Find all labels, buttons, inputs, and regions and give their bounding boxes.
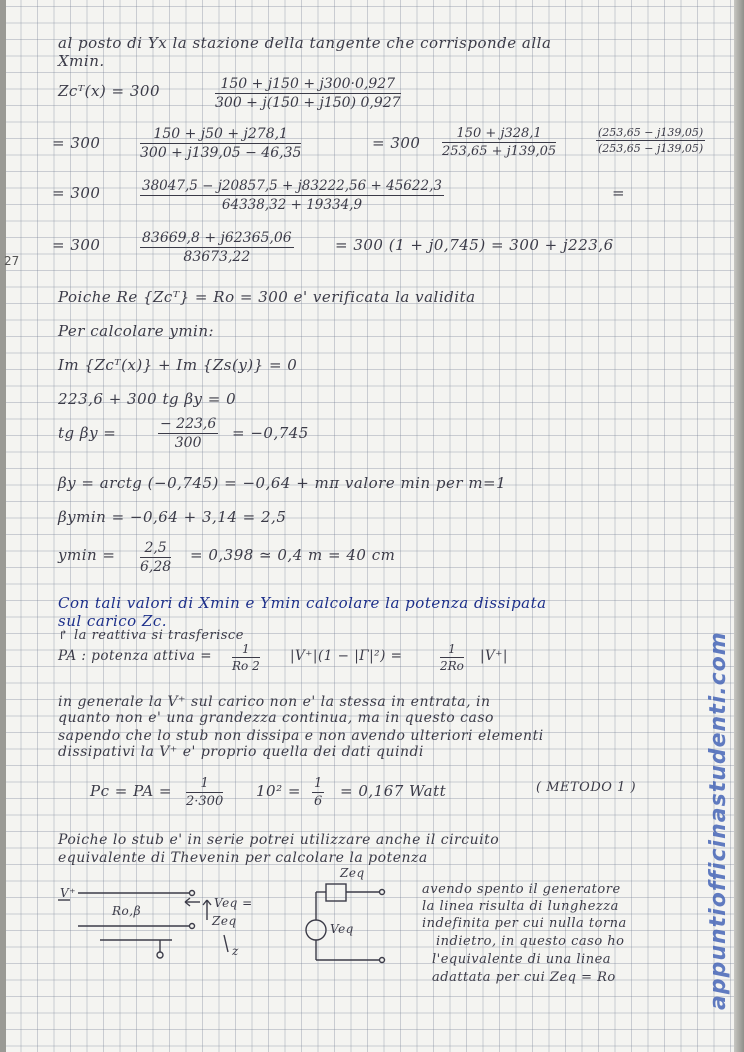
- numerator: 83669,8 + j62365,06: [142, 230, 292, 246]
- equation-lhs: Zcᵀ(x) = 300: [58, 82, 161, 100]
- numerator: 150 + j50 + j278,1: [140, 126, 301, 144]
- equation-rhs: |V⁺|: [480, 648, 508, 664]
- denominator: 83673,22: [183, 249, 251, 265]
- circuit-label: Zeq: [340, 866, 365, 880]
- equation-line: 223,6 + 300 tg βy = 0: [58, 390, 237, 408]
- terminal: [380, 890, 385, 895]
- arrow: [224, 935, 228, 952]
- equation-lhs: PA : potenza attiva =: [58, 648, 213, 664]
- circuit-label: Zeq: [212, 914, 237, 928]
- numerator: 1: [314, 776, 323, 791]
- denominator: 300 + j(150 + j150) 0,927: [215, 95, 401, 111]
- numerator: 1: [186, 776, 223, 793]
- text-line: al posto di Yx la stazione della tangente che corrisponde alla: [58, 34, 552, 52]
- equation-lhs: ymin =: [58, 546, 116, 564]
- text-line: sapendo che lo stub non dissipa e non avendo ulteriori elementi: [58, 728, 544, 744]
- equation-lhs: Pc = PA =: [90, 782, 172, 800]
- text-line: dissipativi la V⁺ e' proprio quella dei dati quindi: [58, 744, 424, 760]
- equation-line: βy = arctg (−0,745) = −0,64 + mπ valore min per m=1: [58, 474, 507, 492]
- margin-number: 27: [4, 254, 20, 268]
- denominator: 64338,32 + 19334,9: [221, 197, 363, 213]
- equation-rhs: = −0,745: [232, 424, 309, 442]
- text-line: indietro, in questo caso ho: [436, 934, 625, 949]
- equation-lhs: = 300: [52, 184, 101, 202]
- numerator: 1: [440, 642, 464, 658]
- circuit-label: Veq: [330, 922, 354, 936]
- text-line: adattata per cui Zeq = Ro: [432, 970, 616, 985]
- text-line: Xmin.: [58, 52, 105, 70]
- equation-lhs: = 300: [52, 236, 101, 254]
- circuit-label: V⁺: [60, 886, 76, 900]
- text-line: indefinita per cui nulla torna: [422, 916, 627, 931]
- blue-heading: Con tali valori di Xmin e Ymin calcolare la potenza dissipata: [58, 594, 547, 612]
- numerator: 150 + j328,1: [442, 126, 556, 143]
- text-line: la linea risulta di lunghezza: [422, 899, 619, 914]
- terminal: [380, 958, 385, 963]
- text-line: equivalente di Thevenin per calcolare la potenza: [58, 850, 428, 866]
- circuit-label: z: [232, 944, 239, 958]
- denominator: Ro 2: [232, 659, 260, 673]
- numerator: (253,65 − j139,05): [598, 126, 704, 139]
- numerator: 1: [232, 642, 260, 658]
- equation-rhs: = 300 (1 + j0,745) = 300 + j223,6: [335, 236, 614, 254]
- text-line: Per calcolare ymin:: [58, 322, 215, 340]
- numerator: 150 + j150 + j300·0,927: [215, 76, 401, 94]
- denominator: 253,65 + j139,05: [442, 144, 557, 159]
- equation-mid: |V⁺|(1 − |Γ|²) =: [290, 648, 403, 664]
- equation-mid: 10² =: [256, 782, 301, 800]
- numerator: − 223,6: [160, 416, 217, 432]
- denominator: 300 + j139,05 − 46,35: [140, 145, 302, 161]
- circuit-label: Veq =: [214, 896, 253, 910]
- terminal: [190, 924, 195, 929]
- text-line: Poiche lo stub e' in serie potrei utilizzare anche il circuito: [58, 832, 500, 848]
- denominator: 2Ro: [440, 659, 464, 673]
- watermark: appuntiofficinastudenti.com: [706, 631, 731, 1010]
- numerator: 2,5: [140, 540, 171, 558]
- circuit-label: Ro,β: [112, 904, 142, 918]
- impedance-box: [326, 884, 346, 901]
- text-line: l'equivalente di una linea: [432, 952, 612, 967]
- equation-rhs: = 0,167 Watt: [340, 782, 447, 800]
- equation-line: Im {Zcᵀ(x)} + Im {Zs(y)} = 0: [58, 356, 298, 374]
- denominator: 6: [314, 794, 323, 809]
- equation-mid: = 300: [372, 134, 421, 152]
- equation-rhs: = 0,398 ≃ 0,4 m = 40 cm: [190, 546, 396, 564]
- equation-end: =: [612, 184, 626, 202]
- text-line: in generale la V⁺ sul carico non e' la stessa in entrata, in: [58, 694, 491, 710]
- method-note: ( METODO 1 ): [536, 780, 637, 795]
- voltage-source: [306, 920, 326, 940]
- denominator: 6,28: [140, 559, 172, 575]
- equation-line: βymin = −0,64 + 3,14 = 2,5: [58, 508, 287, 526]
- text-line: quanto non e' una grandezza continua, ma in questo caso: [58, 710, 494, 726]
- terminal: [190, 891, 195, 896]
- text-line: Poiche Re {Zcᵀ} = Ro = 300 e' verificata la validita: [58, 288, 476, 306]
- denominator: 300: [174, 435, 202, 451]
- denominator: (253,65 − j139,05): [598, 142, 704, 155]
- text-line: avendo spento il generatore: [422, 882, 621, 897]
- annotation: ↱ la reattiva si trasferisce: [58, 628, 244, 643]
- blue-heading: sul carico Zc.: [58, 612, 168, 630]
- equation-lhs: tg βy =: [58, 424, 117, 442]
- ground-node: [157, 952, 163, 958]
- equation-lhs: = 300: [52, 134, 101, 152]
- numerator: 38047,5 − j20857,5 + j83222,56 + 45622,3: [142, 178, 442, 194]
- denominator: 2·300: [186, 794, 224, 809]
